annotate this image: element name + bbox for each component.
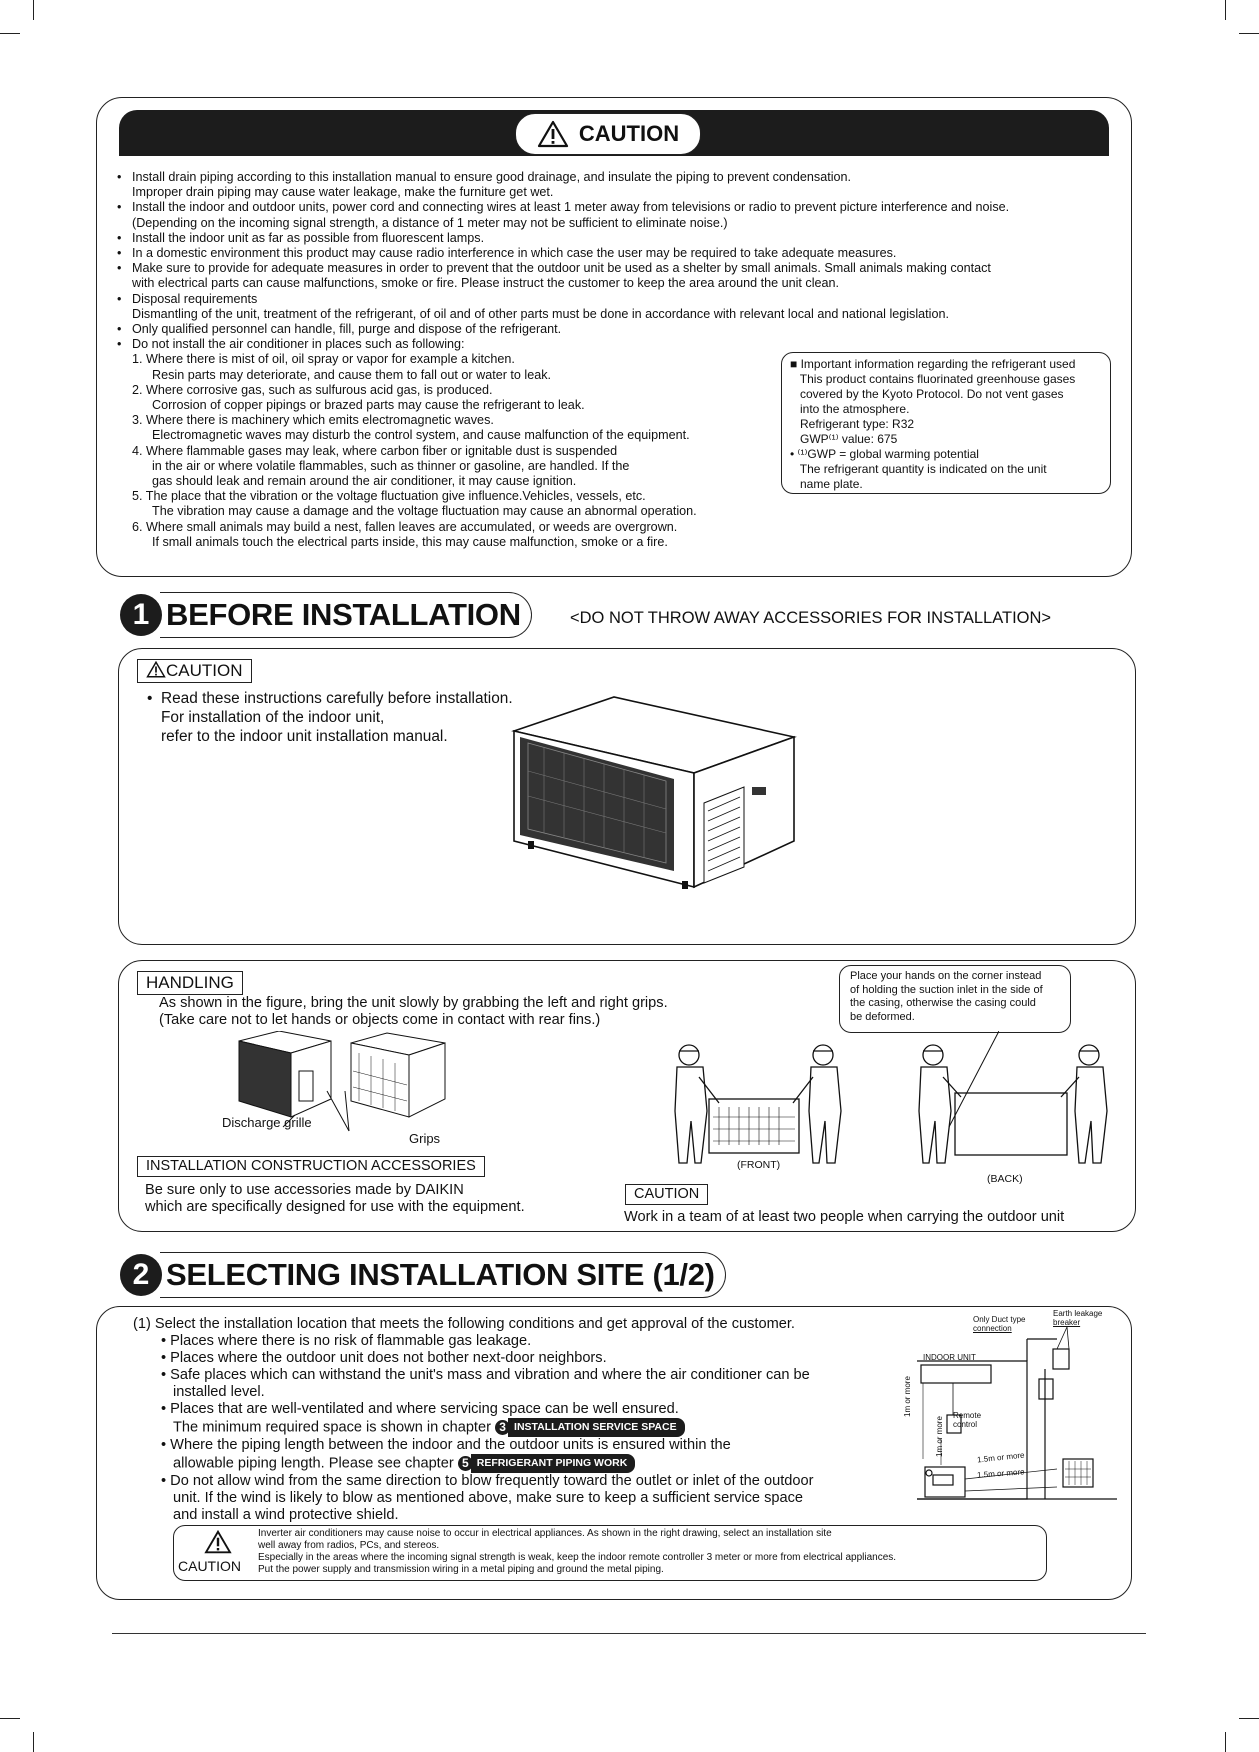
caution-item: Dismantling of the unit, treatment of the refrigerant, of oil and of other parts must be done in accordance with relevant local and national legislation. bbox=[132, 306, 949, 321]
refrigerant-info-line: The refrigerant quantity is indicated on the unit bbox=[790, 462, 1047, 476]
indoor-unit-label: INDOOR UNIT bbox=[923, 1353, 976, 1362]
clearance-label: 1m or more bbox=[903, 1376, 912, 1417]
handling-label: HANDLING bbox=[137, 971, 243, 995]
caution-item: (Depending on the incoming signal strength, a distance of 1 meter may not be sufficient to eliminate noise.) bbox=[132, 215, 728, 230]
caution-item: 1. Where there is mist of oil, oil spray or vapor for example a kitchen. bbox=[132, 352, 515, 367]
caution-item: Electromagnetic waves may disturb the control system, and cause malfunction of the equipment. bbox=[152, 428, 690, 443]
caution-item: • Install the indoor unit as far as possible from fluorescent lamps. bbox=[117, 231, 1009, 246]
noise-caution-text: Inverter air conditioners may cause noise to occur in electrical appliances. As shown in the right drawing, select an installation site well away from radios, PCs, and stereos. Especially in the areas where the incoming signal strength is weak, keep the indoor remote controller 3 meter or more from electrical appliances. Put the power supply and transmission wiring in a metal piping and ground the metal piping. bbox=[258, 1528, 897, 1575]
refrigerant-info-line: • ⁽¹⁾GWP = global warming potential bbox=[790, 447, 979, 461]
caution-item: gas should leak and remain around the air conditioner, it may cause ignition. bbox=[152, 474, 577, 489]
caution-item: • Make sure to provide for adequate measures in order to prevent that the outdoor unit be used as a shelter by small animals. Small animals making contact bbox=[117, 261, 1009, 276]
earth-leakage-label: Earth leakage breaker bbox=[1053, 1309, 1103, 1327]
caution-item: 5. The place that the vibration or the voltage fluctuation give influence.Vehicles, vessels, etc. bbox=[132, 489, 646, 504]
refrigerant-info-line: GWP⁽¹⁾ value: 675 bbox=[790, 432, 898, 446]
section-title: SELECTING INSTALLATION SITE (1/2) bbox=[160, 1252, 726, 1298]
intro-text: • Read these instructions carefully before installation. For installation of the indoor unit, refer to the indoor unit installation manual. bbox=[147, 690, 513, 745]
grips-label: Grips bbox=[409, 1131, 441, 1146]
noise-caution-box bbox=[173, 1525, 1047, 1581]
crop-mark bbox=[1239, 33, 1259, 34]
section-number: 2 bbox=[120, 1254, 162, 1296]
caution-item: in the air or where volatile flammables, such as thinner or gasoline, are handled. If the bbox=[152, 458, 630, 473]
clearance-label: 1m or more bbox=[935, 1416, 944, 1457]
caution-label: CAUTION bbox=[137, 659, 252, 683]
caution-item: 2. Where corrosive gas, such as sulfurous acid gas, is produced. bbox=[132, 382, 493, 397]
site-selection-panel bbox=[96, 1306, 1132, 1600]
remote-control-label: Remote control bbox=[953, 1411, 982, 1429]
discharge-grille-label: Discharge grille bbox=[222, 1115, 312, 1130]
caution-header-bar bbox=[119, 110, 1109, 156]
refrigerant-info-line: This product contains fluorinated greenhouse gases bbox=[790, 372, 1076, 386]
crop-mark bbox=[1239, 1718, 1259, 1719]
refrigerant-info-line: into the atmosphere. bbox=[790, 402, 910, 416]
refrigerant-info-box bbox=[781, 352, 1111, 494]
refrigerant-info-line: Refrigerant type: R32 bbox=[790, 417, 915, 431]
warning-triangle-icon bbox=[204, 1530, 232, 1554]
corner-callout: Place your hands on the corner instead of holding the suction inlet in the side of the casing, otherwise the casing could be deformed. bbox=[839, 965, 1071, 1033]
carrying-illustration bbox=[669, 1041, 1129, 1173]
crop-mark bbox=[0, 1718, 20, 1719]
caution-item: The vibration may cause a damage and the voltage fluctuation may cause an abnormal operation. bbox=[152, 504, 697, 519]
crop-mark bbox=[1225, 0, 1226, 20]
caution-item: • Disposal requirements bbox=[117, 292, 1009, 307]
caution-item: Resin parts may deteriorate, and cause them to fall out or water to leak. bbox=[152, 367, 552, 382]
carry-text: Work in a team of at least two people when carrying the outdoor unit bbox=[624, 1209, 1065, 1225]
chapter-5-badge[interactable]: 5 bbox=[458, 1456, 473, 1471]
handling-panel bbox=[118, 960, 1136, 1232]
caution-item: Corrosion of copper pipings or brazed parts may cause the refrigerant to leak. bbox=[152, 398, 585, 413]
crop-mark bbox=[1225, 1732, 1226, 1752]
front-label: (FRONT) bbox=[737, 1159, 781, 1171]
distance-label: 1.5m or more bbox=[976, 1450, 1025, 1465]
caution-item: • Install drain piping according to this installation manual to ensure good drainage, and insulate the piping to prevent condensation. bbox=[117, 170, 1009, 185]
caution-title: CAUTION bbox=[515, 113, 701, 155]
accessories-label: INSTALLATION CONSTRUCTION ACCESSORIES bbox=[137, 1156, 485, 1177]
carry-caution-label: CAUTION bbox=[625, 1184, 708, 1205]
site-conditions: (1) Select the installation location that meets the following conditions and get approval of the customer. • Places where there is no risk of flammable gas leakage. • Places where the outdoor unit does not bother next-door neighbors. • Safe places which can withstand the unit's mass and vibration and where the air conditioner can be installed level. • Places that are well-ventilated and where servicing space can be well ensured. The minimum required space is shown in chapter 3 INSTALLATION SERVICE SPACE • Where the piping length between the indoor and the outdoor units is ensured within the allowable piping length. Please see chapter 5 REFRIGERANT PIPING WORK • Do not allow wind from the same direction to blow frequently toward the outlet or inlet of the outdoor unit. If the wind is likely to blow as mentioned above, make sure to keep a sufficient service space and install a wind protective shield. bbox=[133, 1316, 814, 1523]
section-subtitle: <DO NOT THROW AWAY ACCESSORIES FOR INSTALLATION> bbox=[570, 609, 1052, 627]
caution-label: CAUTION bbox=[178, 1558, 241, 1574]
crop-mark bbox=[33, 0, 34, 20]
refrigerant-info-line: ■ Important information regarding the refrigerant used bbox=[790, 357, 1076, 371]
installation-room-diagram bbox=[877, 1319, 1125, 1519]
refrigerant-info-line: covered by the Kyoto Protocol. Do not vent gases bbox=[790, 387, 1064, 401]
caution-item: 3. Where there is machinery which emits electromagnetic waves. bbox=[132, 413, 494, 428]
footer-rule bbox=[112, 1633, 1146, 1634]
caution-item: • Install the indoor and outdoor units, power cord and connecting wires at least 1 meter away from televisions or radio to prevent picture interference and noise. bbox=[117, 200, 1009, 215]
crop-mark bbox=[33, 1732, 34, 1752]
caution-item: • In a domestic environment this product may cause radio interference in which case the user may be required to take adequate measures. bbox=[117, 246, 1009, 261]
only-duct-label: Only Duct type connection bbox=[973, 1315, 1026, 1333]
chapter-3-badge[interactable]: 3 bbox=[495, 1420, 510, 1435]
caution-item: 6. Where small animals may build a nest, fallen leaves are accumulated, or weeds are overgrown. bbox=[132, 519, 678, 534]
caution-item: If small animals touch the electrical parts inside, this may cause malfunction, smoke or a fire. bbox=[152, 534, 668, 549]
handling-text: As shown in the figure, bring the unit slowly by grabbing the left and right grips. (Take care not to let hands or objects come in contact with rear fins.) bbox=[159, 995, 668, 1028]
section-1-header bbox=[120, 592, 532, 638]
outdoor-unit-illustration bbox=[504, 691, 804, 901]
section-2-header bbox=[120, 1252, 726, 1298]
section-title: BEFORE INSTALLATION bbox=[160, 592, 532, 638]
caution-item: with electrical parts can cause malfunctions, smoke or fire. Please instruct the customer to keep the area around the unit clean. bbox=[132, 276, 840, 291]
chapter-5-link[interactable]: REFRIGERANT PIPING WORK bbox=[471, 1454, 636, 1473]
back-label: (BACK) bbox=[987, 1173, 1023, 1185]
caution-item: Improper drain piping may cause water leakage, make the furniture get wet. bbox=[132, 185, 554, 200]
caution-panel bbox=[96, 97, 1132, 577]
caution-item: • Do not install the air conditioner in places such as following: bbox=[117, 337, 1009, 352]
warning-triangle-icon bbox=[146, 661, 166, 678]
accessories-text: Be sure only to use accessories made by DAIKIN which are specifically designed for use with the equipment. bbox=[145, 1182, 525, 1215]
before-installation-panel bbox=[118, 648, 1136, 945]
section-number: 1 bbox=[120, 594, 162, 636]
caution-item: 4. Where flammable gases may leak, where carbon fiber or ignitable dust is suspended bbox=[132, 443, 618, 458]
refrigerant-info-line: name plate. bbox=[790, 477, 863, 491]
caution-item: • Only qualified personnel can handle, fill, purge and dispose of the refrigerant. bbox=[117, 322, 1009, 337]
distance-label: 1.5m or more bbox=[976, 1467, 1025, 1480]
chapter-3-link[interactable]: INSTALLATION SERVICE SPACE bbox=[508, 1418, 685, 1437]
warning-triangle-icon bbox=[537, 120, 569, 148]
crop-mark bbox=[0, 33, 20, 34]
